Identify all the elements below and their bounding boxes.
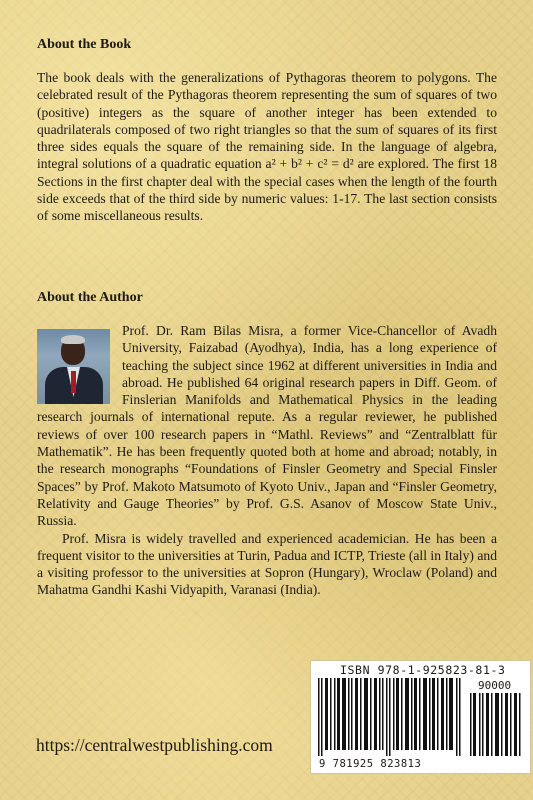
ean-barcode [318, 678, 463, 756]
publisher-website[interactable]: https://centralwestpublishing.com [36, 735, 273, 755]
author-photo [37, 329, 110, 404]
price-barcode [470, 693, 522, 756]
isbn-label: ISBN 978-1-925823-81-3 [340, 663, 506, 677]
about-author-heading: About the Author [37, 290, 143, 305]
author-bio-paragraph-1: Prof. Dr. Ram Bilas Misra, a former Vice-Chancellor of Avadh University, Faizabad (Ayodhya), India, has a long experience of teaching the subject since 1962 at different universities in India and abroad. He published 64 original research papers in Diff. Geom. of Finslerian Manifolds and Mathematical Physics in the leading research journals of international repute. As a regular reviewer, he published reviews of over 100 research papers in “Mathl. Reviews” and “Zentralblatt für Mathematik”. He has been frequently quoted both at home and abroad; notably, in the research monographs “Foundations of Finsler Geometry and Special Finsler Spaces” by Prof. Makoto Matsumoto of Kyoto Univ., Japan and “Finsler Geometry, Relativity and Gauge Theories” by Prof. G.S. Asanov of Moscow State Univ., Russia. [37, 323, 497, 529]
price-code: 90000 [478, 679, 512, 692]
ean-digits: 9 781925 823813 [319, 758, 422, 770]
about-book-heading: About the Book [37, 37, 132, 52]
about-book-text: The book deals with the generalizations of Pythagoras theorem to polygons. The celebrated result of the Pythagoras theorem representing the sum of squares of two (positive) integers as the square of another integer has been extended to quadrilaterals composed of two right triangles so that the sum of squares of its first three sides equals the square of the remaining side. In the language of algebra, integral solutions of a quadratic equation a² + b² + c² = d² are explored. The first 18 Sections in the first chapter deal with the special cases when the length of the fourth side exceeds that of the third side by numeric values: 1-17. The last section consists of some miscellaneous results. [37, 70, 497, 224]
about-author-section [37, 322, 497, 599]
author-bio-paragraph-2: Prof. Misra is widely travelled and experienced academician. He has been a frequent visitor to the universities at Turin, Padua and ICTP, Trieste (all in Italy) and a visiting professor to the universities at Sopron (Hungary), Wroclaw (Poland) and Mahatma Gandhi Kashi Vidyapith, Varanasi (India). [37, 530, 497, 598]
